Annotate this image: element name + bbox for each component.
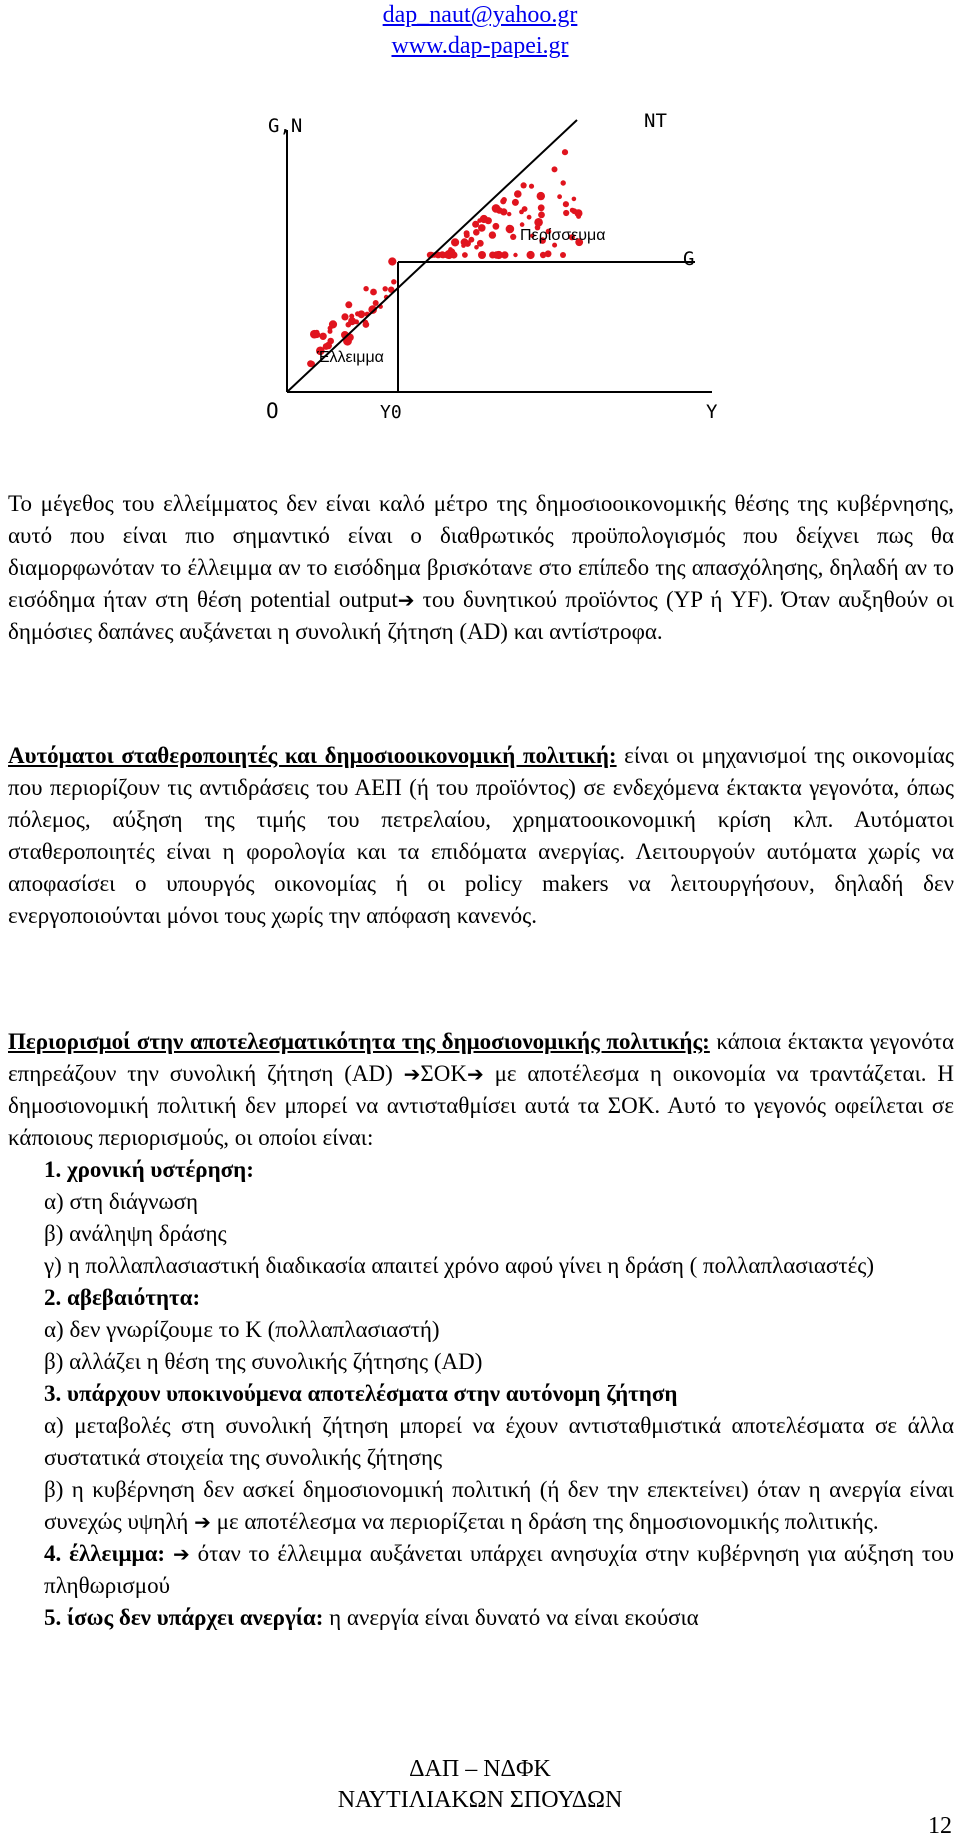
red-dot	[370, 289, 377, 296]
red-dot	[469, 237, 475, 243]
red-dot	[477, 218, 482, 223]
red-dot	[346, 322, 352, 328]
red-dot	[363, 286, 368, 291]
red-dot	[473, 229, 480, 236]
red-dot	[345, 301, 352, 308]
red-dot	[562, 149, 568, 155]
list-item: β) ανάληψη δράσης	[44, 1221, 227, 1246]
paragraph-structural-budget	[8, 488, 954, 648]
red-dot	[537, 192, 545, 200]
red-dot	[314, 330, 319, 335]
list-heading-1: 1. χρονική υστέρηση:	[44, 1157, 254, 1182]
page-footer	[0, 1754, 960, 1816]
list-item	[44, 1474, 954, 1538]
p3-text-b: ΣΟΚ	[420, 1061, 467, 1086]
red-dot	[529, 184, 534, 189]
red-dot	[447, 248, 455, 256]
red-dot	[357, 310, 365, 318]
red-dot	[464, 232, 470, 238]
arrow-icon: ➔	[194, 1510, 211, 1534]
red-dot	[527, 215, 532, 220]
red-dot	[552, 166, 558, 172]
red-dot	[522, 206, 528, 212]
red-dot	[461, 243, 466, 248]
red-dot	[489, 231, 496, 238]
deficit-label: Έλλειμμα	[317, 349, 384, 366]
list-heading-5: 5. ίσως δεν υπάρχει ανεργία:	[44, 1605, 324, 1630]
red-dot	[576, 214, 581, 219]
list-item-text: β) η κυβέρνηση δεν ασκεί δημοσιονομική πολιτική (ή δεν την επεκτείνει) όταν η ανεργία είναι συνεχώς υψηλή	[44, 1477, 954, 1534]
list-heading-3: 3. υπάρχουν υποκινούμενα αποτελέσματα στην αυτόνομη ζήτηση	[44, 1381, 678, 1406]
red-dot	[563, 210, 569, 216]
email-link[interactable]: dap_naut@yahoo.gr	[382, 2, 578, 28]
red-dot	[563, 201, 569, 207]
arrow-icon: ➔	[466, 1062, 484, 1086]
footer-line-2: ΝΑΥΤΙΛΙΑΚΩΝ ΣΠΟΥΔΩΝ	[337, 1787, 623, 1813]
list-item: α) στη διάγνωση	[44, 1189, 199, 1214]
red-dot	[388, 257, 396, 265]
p2-heading: Αυτόματοι σταθεροποιητές και δημοσιοοικονομική πολιτική:	[8, 743, 617, 768]
list-item: α) μεταβολές στη συνολική ζήτηση μπορεί να έχουν αντισταθμιστικά αποτελέσματα σε άλλα συστατικά στοιχεία της συνολικής ζήτησης	[44, 1413, 954, 1470]
red-dot	[540, 252, 546, 258]
page-header	[0, 0, 960, 62]
red-dot	[329, 320, 337, 328]
list-item: α) δεν γνωρίζουμε το Κ (πολλαπλασιαστή)	[44, 1317, 440, 1342]
limitations-list	[44, 1154, 954, 1634]
p1-text-a: Το μέγεθος του ελλείμματος δεν είναι καλό μέτρο της δημοσιοοικονομικής θέσης της κυβέρνησης, αυτό που είναι πιο σημαντικό είναι ο διαθρωτικός προϋπολογισμός που δείχνει πως θα διαμορφωνόταν το έλλειμμα αν το εισόδημα βρισκότανε στο επίπεδο της απασχόλησης, δηλαδή αν το εισόδημα ήταν στη θέση potential output	[8, 491, 954, 612]
red-dot	[514, 190, 522, 198]
red-dot	[534, 218, 543, 227]
arrow-icon: ➔	[172, 1542, 190, 1566]
red-dot	[506, 225, 515, 234]
red-dot	[572, 197, 577, 202]
y0-label: Y0	[380, 402, 402, 423]
y-axis-label: G,N	[268, 115, 303, 137]
paragraph-limitations	[8, 1026, 954, 1154]
red-dot	[507, 212, 511, 216]
g-label: G	[683, 248, 695, 270]
red-dot	[319, 333, 326, 340]
p1-text-b: του δυνητικού προϊόντος (YP ή YF). Όταν αυξηθούν οι δημόσιες δαπάνες αυξάνεται η συνολική ζήτηση (AD) και αντίστροφα.	[8, 587, 954, 644]
red-dot	[557, 194, 562, 199]
red-dot	[570, 208, 575, 213]
p3-text-c: με αποτέλεσμα η οικονομία να τραντάζεται. Η δημοσιονομική πολιτική δεν μπορεί να αντισταθμίσει αυτά τα ΣΟΚ. Αυτό το γεγονός οφείλεται σε κάποιους περιορισμούς, οι οποίοι είναι:	[8, 1061, 954, 1150]
red-dot	[513, 253, 517, 257]
red-dot	[451, 238, 459, 246]
list-item: γ) η πολλαπλασιαστική διαδικασία απαιτεί χρόνο αφού γίνει η δράση ( πολλαπλασιαστές)	[44, 1253, 874, 1278]
red-dot	[373, 300, 379, 306]
list-item-text: όταν το έλλειμμα αυξάνεται υπάρχει ανησυχία στην κυβέρνηση για αύξηση του πληθωρισμού	[44, 1541, 955, 1598]
list-item-5	[44, 1602, 954, 1634]
red-dot	[478, 224, 486, 232]
red-dot	[500, 198, 506, 204]
red-dot	[441, 253, 446, 258]
footer-line-1: ΔΑΠ – ΝΔΦΚ	[409, 1756, 551, 1782]
red-dot	[341, 313, 348, 320]
red-dot	[307, 360, 314, 367]
red-dot	[527, 251, 535, 259]
red-dot	[462, 252, 468, 258]
red-dot	[561, 180, 566, 185]
red-dot	[521, 182, 527, 188]
paragraph-automatic-stabilizers	[8, 740, 954, 932]
red-dot	[496, 207, 503, 214]
p3-heading: Περιορισμοί στην αποτελεσματικότητα της δημοσιονομικής πολιτικής:	[8, 1029, 710, 1054]
origin-label: O	[266, 399, 279, 423]
list-item-4	[44, 1538, 954, 1602]
arrow-icon: ➔	[397, 588, 415, 612]
list-item-text: η ανεργία είναι δυνατό να είναι εκούσια	[323, 1605, 699, 1630]
fiscal-diagram	[260, 100, 740, 430]
red-dot	[538, 212, 545, 219]
red-dot	[489, 252, 496, 259]
arrow-icon: ➔	[403, 1062, 421, 1086]
red-dot	[560, 252, 566, 258]
red-dot	[474, 245, 479, 250]
list-heading-4: 4. έλλειμμα:	[44, 1541, 166, 1566]
red-dot	[510, 234, 516, 240]
p2-text: είναι οι μηχανισμοί της οικονομίας που περιορίζουν τις αντιδράσεις του ΑΕΠ (ή του προϊόντος) σε ενδεχόμενα έκτακτα γεγονότα, όπως πόλεμος, αύξηση της τιμής του πετρελαίου, χρηματοοικονομική κρίση κλπ. Αυτόματοι σταθεροποιητές είναι η φορολογία και τα επιδόματα ανεργίας. Λειτουργούν αυτόματα χωρίς να αποφασίσει ο υπουργός οικονομίας ή οι policy makers να λειτουργήσουν, δηλαδή δεν ενεργοποιούνται μόνοι τους χωρίς την απόφαση κανενός.	[8, 743, 954, 928]
website-link[interactable]: www.dap-papei.gr	[391, 33, 569, 59]
list-item-text: με αποτέλεσμα να περιορίζεται η δράση της δημοσιονομικής πολιτικής.	[210, 1509, 879, 1534]
red-dot	[512, 199, 519, 206]
red-dot	[538, 204, 545, 211]
red-dot	[485, 217, 492, 224]
red-dot	[478, 251, 486, 259]
p3-text-a: κάποια έκτακτα γεγονότα επηρεάζουν την συνολική ζήτηση (AD)	[8, 1029, 955, 1086]
red-dot	[383, 286, 388, 291]
nt-label: NT	[644, 110, 667, 132]
list-item: β) αλλάζει η θέση της συνολικής ζήτησης (AD)	[44, 1349, 483, 1374]
x-axis-label: Y	[706, 401, 718, 423]
surplus-label: Περίσσευμα	[520, 227, 606, 244]
list-heading-2: 2. αβεβαιότητα:	[44, 1285, 201, 1310]
red-dot	[391, 279, 396, 284]
page-number: 12	[928, 1813, 952, 1839]
red-dot	[493, 223, 500, 230]
